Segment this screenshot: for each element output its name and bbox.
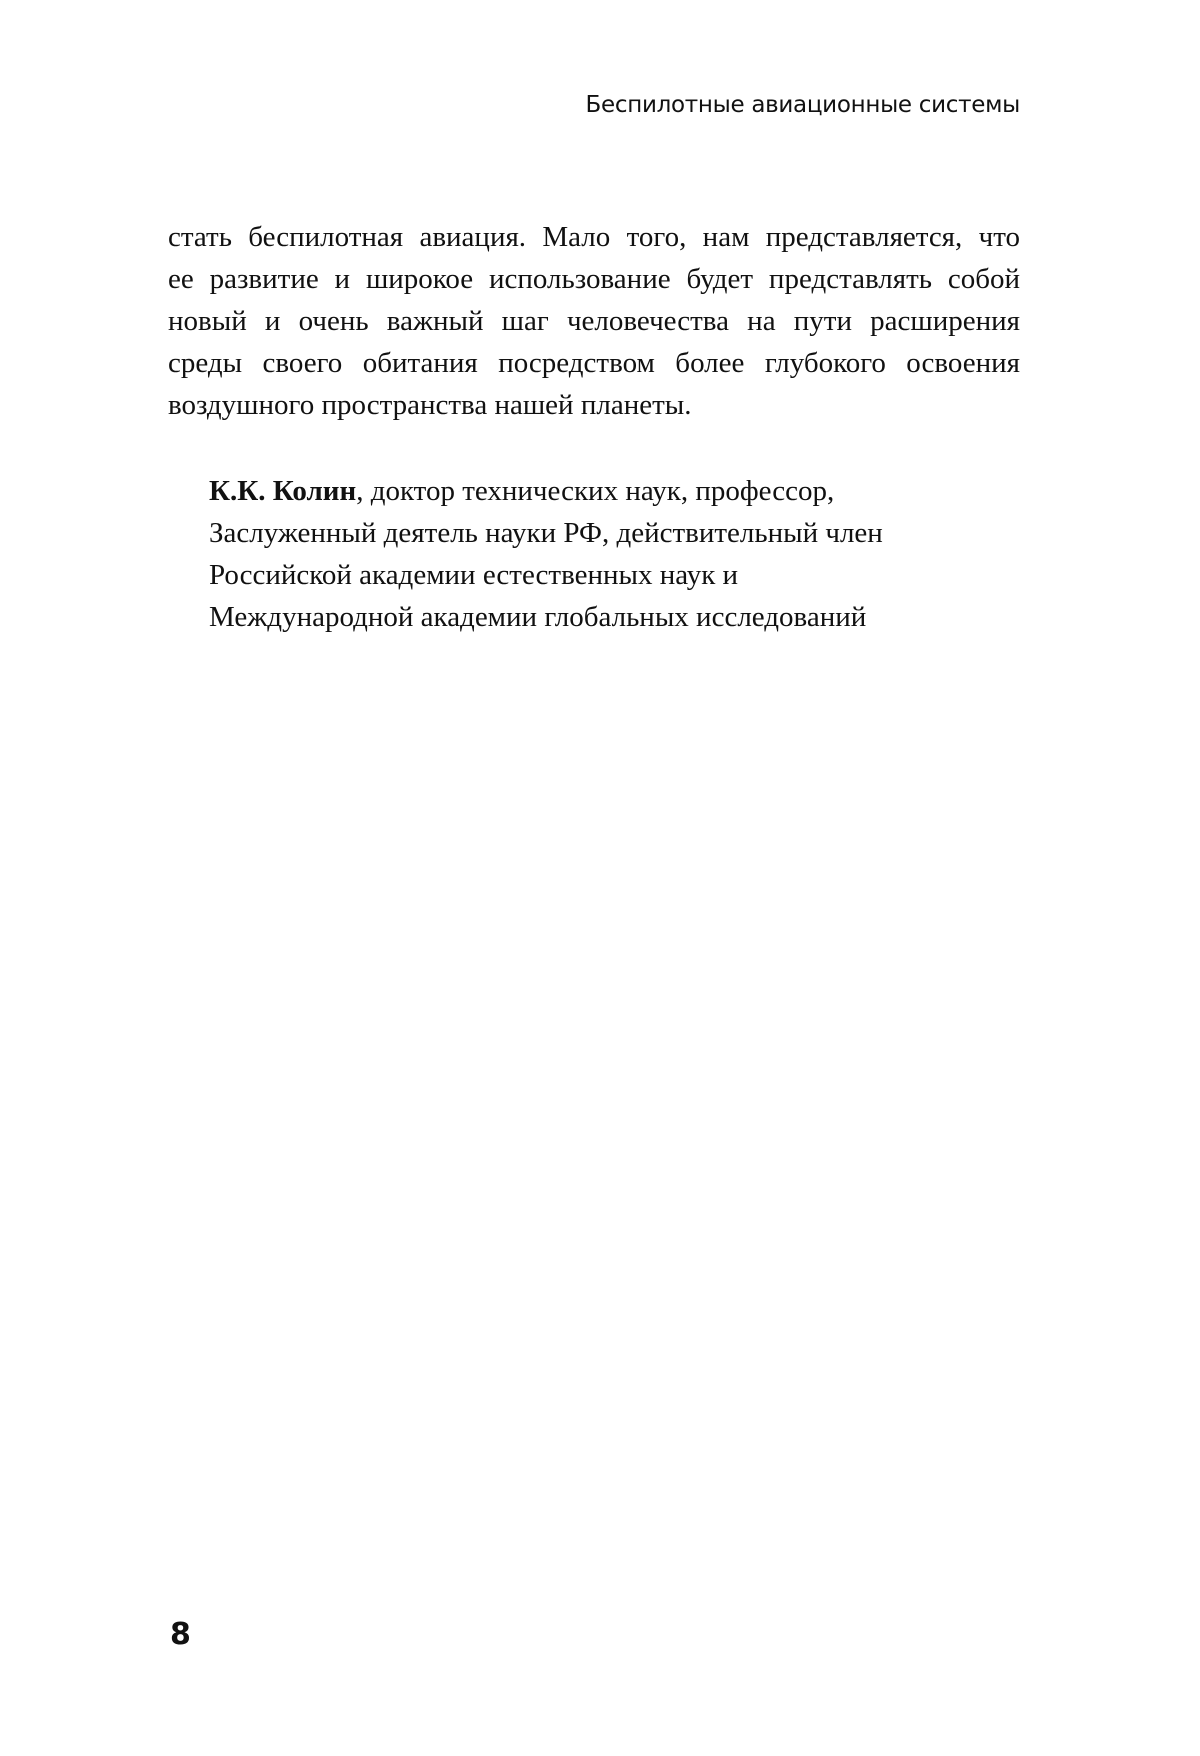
author-credentials-start: , доктор технических наук, профессор, (356, 475, 835, 507)
paragraph-line: воздушного пространства нашей планеты. (168, 389, 692, 421)
paragraph-line: новый и очень важный шаг человечества на пути расширения (168, 305, 1020, 337)
author-name: К.К. Колин (209, 475, 357, 507)
body-paragraph (168, 216, 1020, 426)
signature-line-1 (209, 470, 989, 512)
signature-line-2: Заслуженный деятель науки РФ, действительный член (209, 517, 883, 549)
running-header-title: Беспилотные авиационные системы (585, 92, 1020, 118)
paragraph-line: стать беспилотная авиация. Мало того, нам представляется, что (168, 221, 1020, 253)
signature-line-3: Российской академии естественных наук и (209, 559, 739, 591)
paragraph-line: среды своего обитания посредством более глубокого освоения (168, 347, 1020, 379)
paragraph-line: ее развитие и широкое использование будет представлять собой (168, 263, 1020, 295)
author-signature-block (209, 470, 989, 638)
page-number: 8 (170, 1617, 191, 1652)
signature-line-4: Международной академии глобальных исследований (209, 601, 867, 633)
